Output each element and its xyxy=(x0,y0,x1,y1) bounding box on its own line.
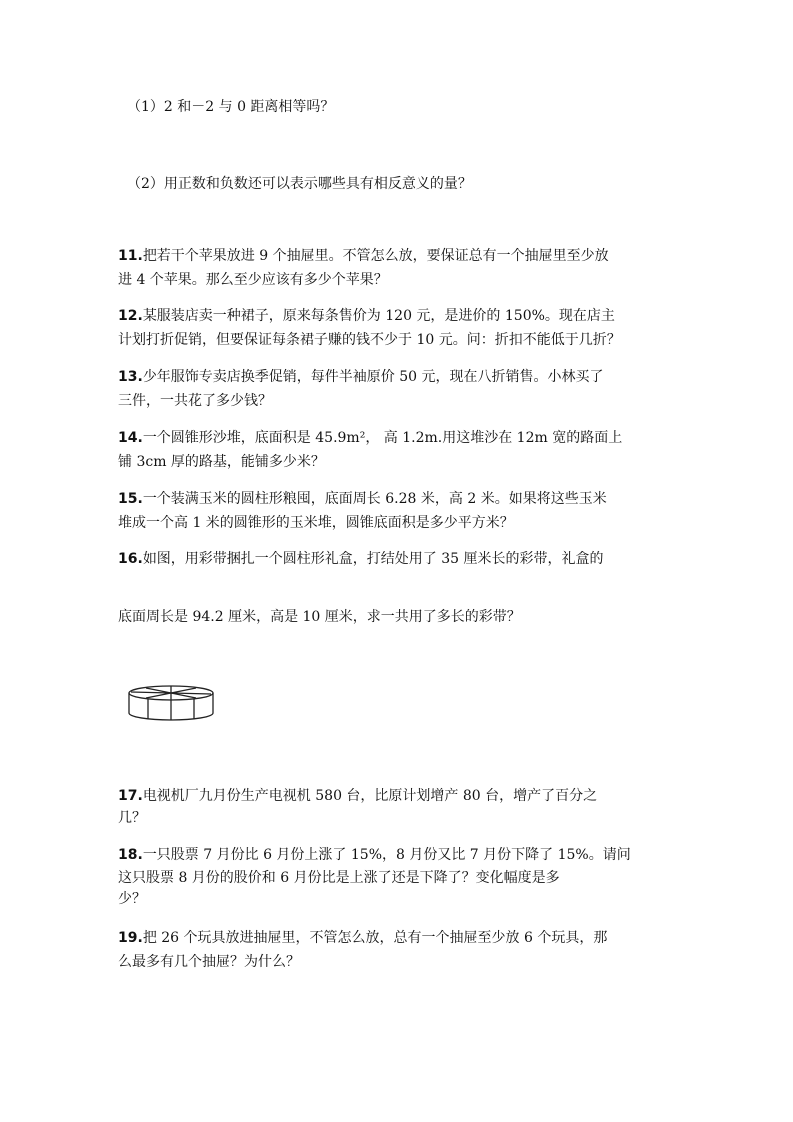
problem-text: 如图，用彩带捆扎一个圆柱形礼盒，打结处用了 35 厘米长的彩带，礼盒的 xyxy=(142,551,604,567)
problem-text: 把若干个苹果放进 9 个抽屉里。不管怎么放，要保证总有一个抽屉里至少放 xyxy=(142,248,609,264)
problem-12-line-1 xyxy=(118,306,615,326)
problem-text: 某服装店卖一种裙子，原来每条售价为 120 元，是进价的 150%。现在店主 xyxy=(142,308,615,324)
problem-16-line-2: 底面周长是 94.2 厘米，高是 10 厘米，求一共用了多长的彩带？ xyxy=(118,609,521,625)
problem-text: 把 26 个玩具放进抽屉里，不管怎么放，总有一个抽屉至少放 6 个玩具，那 xyxy=(142,930,608,946)
problem-19-line-2: 么最多有几个抽屉？为什么？ xyxy=(118,954,300,970)
problem-number: 19. xyxy=(118,930,143,946)
problem-15-line-1 xyxy=(118,489,607,509)
problem-14-line-2: 铺 3cm 厚的路基，能铺多少米？ xyxy=(118,454,325,470)
problem-number: 15. xyxy=(118,491,143,507)
problem-13-line-2: 三件，一共花了多少钱？ xyxy=(118,393,272,409)
problem-number: 17. xyxy=(118,788,143,804)
problem-text: 少年服饰专卖店换季促销，每件半袖原价 50 元，现在八折销售。小林买了 xyxy=(142,369,604,385)
problem-number: 12. xyxy=(118,308,143,324)
problem-16-line-1 xyxy=(118,549,604,569)
problem-12-line-2: 计划打折促销，但要保证每条裙子赚的钱不少于 10 元。问：折扣不能低于几折？ xyxy=(118,332,621,348)
problem-11-line-2: 进 4 个苹果。那么至少应该有多少个苹果？ xyxy=(118,272,388,288)
problem-text: 电视机厂九月份生产电视机 580 台，比原计划增产 80 台，增产了百分之 xyxy=(142,788,598,804)
problem-17-line-1 xyxy=(118,786,597,806)
problem-17-line-2: 几？ xyxy=(118,810,146,826)
problem-18-line-2: 这只股票 8 月份的股价和 6 月份比是上涨了还是下降了？变化幅度是多 xyxy=(118,870,560,886)
problem-18-line-3: 少？ xyxy=(118,891,146,907)
subquestion-1: （1）2 和－2 与 0 距离相等吗？ xyxy=(127,99,335,115)
problem-number: 13. xyxy=(118,369,143,385)
problem-18-line-1 xyxy=(118,845,631,865)
problem-text: 一个圆锥形沙堆，底面积是 45.9m²， 高 1.2m.用这堆沙在 12m 宽的路面上 xyxy=(142,430,623,446)
problem-number: 14. xyxy=(118,430,143,446)
problem-number: 16. xyxy=(118,551,143,567)
problem-text: 一只股票 7 月份比 6 月份上涨了 15%，8 月份又比 7 月份下降了 15%。请问 xyxy=(142,847,631,863)
problem-14-line-1 xyxy=(118,428,622,448)
subquestion-2: （2）用正数和负数还可以表示哪些具有相反意义的量？ xyxy=(127,176,472,192)
problem-number: 18. xyxy=(118,847,143,863)
problem-19-line-1 xyxy=(118,928,607,948)
problem-number: 11. xyxy=(118,248,143,264)
problem-11-line-1 xyxy=(118,246,609,266)
cylinder-gift-box-figure xyxy=(126,683,218,725)
problem-13-line-1 xyxy=(118,367,604,387)
problem-text: 一个装满玉米的圆柱形粮囤，底面周长 6.28 米，高 2 米。如果将这些玉米 xyxy=(142,491,607,507)
problem-15-line-2: 堆成一个高 1 米的圆锥形的玉米堆，圆锥底面积是多少平方米？ xyxy=(118,515,514,531)
